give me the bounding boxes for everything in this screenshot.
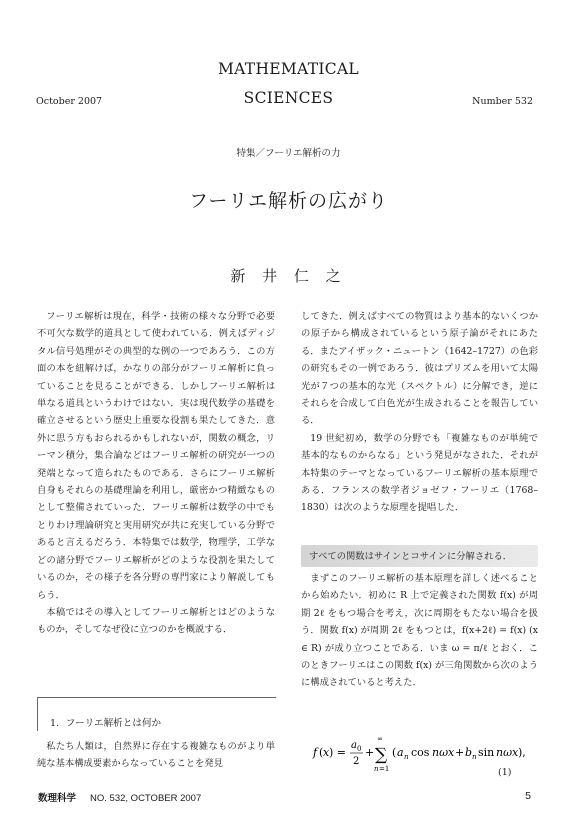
page-number: 5: [525, 790, 531, 802]
svg-text:=1: =1: [379, 765, 390, 772]
left-paragraph-1: フーリエ解析は現在，科学・技術の様々な分野で必要不可欠な数学的道具として使われている．例えばディジタル信号処理がその典型的な例の一つであろう．この方面の本を紐解けば，かなりの部分がフーリエ解析に負っていることを見ることができる．しかしフーリエ解析は単なる道具というわけではない．実は現代数学の基礎を確立させるという歴史上重要な役割も果たしてきた．意外に思う方もおられるかもしれないが，関数の概念，リーマン積分，集合論などはフーリエ解析の研究が一つの発端となって造られたものである．さらにフーリエ解析自身もそれらの基礎理論を利用し，厳密かつ精緻なものとして整備されていった．フーリエ解析は数学の中でもとりわけ理論研究と実用研究が共に充実している分野であると言えるだろう．本特集では数学，物理学，工学などの諸分野でフーリエ解析がどのような役割を果たしているのか，その様子を各分野の専門家により解説してもらう．: [37, 311, 275, 601]
svg-text:x: x: [323, 746, 330, 759]
footer-issue: NO. 532, OCTOBER 2007: [90, 793, 202, 804]
svg-text:+: +: [365, 746, 375, 759]
svg-text:(: (: [319, 746, 324, 759]
left-paragraph-2: 本稿ではその導入としてフーリエ解析とはどのようなものか，そしてなぜ役に立つのかを概説する．: [37, 606, 275, 636]
masthead-title-line1: MATHEMATICAL: [217, 60, 359, 78]
issue-number: Number 532: [472, 96, 533, 107]
svg-text:∑: ∑: [375, 745, 388, 765]
svg-text:nωx: nωx: [432, 746, 455, 759]
section-heading: 1．フーリエ解析とは何か: [50, 718, 162, 729]
svg-text:b: b: [465, 746, 473, 759]
svg-text:a: a: [351, 740, 357, 751]
svg-text:nωx: nωx: [496, 746, 519, 759]
svg-text:),: ),: [518, 746, 526, 759]
equation-number: (1): [498, 767, 512, 778]
svg-text:cos: cos: [411, 746, 430, 759]
svg-text:(: (: [392, 746, 397, 759]
section-heading-box: [37, 697, 276, 731]
right-column-lower: [301, 570, 538, 692]
article-author: 新 井 仁 之: [230, 267, 347, 285]
right-column: [301, 308, 538, 517]
svg-text:∞: ∞: [377, 735, 383, 743]
right-paragraph-3: まずこのフーリエ解析の基本原理を詳しく述べることから始めたい．初めに R 上で定義された関数 f(x) が周期 2ℓ をもつ場合を考え，次に周期をもたない場合を扱う．関数 f(x) が周期 2ℓ をもつとは，f(x+2ℓ) = f(x) (x ∈ R) が成り立つことである．いま ω = π/ℓ とおく．このときフーリエはこの関数 f(x) が三角関数から次のように構成されていると考えた．: [301, 573, 538, 689]
principle-highlight-text: すべての関数はサインとコサインに分解される．: [309, 551, 513, 562]
principle-highlight-box: [301, 545, 538, 567]
masthead-title-line2: SCIENCES: [243, 89, 334, 107]
footer-journal: [38, 790, 201, 804]
article-title: フーリエ解析の広がり: [188, 190, 389, 212]
issue-date: October 2007: [36, 96, 103, 107]
svg-text:+: +: [455, 746, 465, 759]
svg-text:n: n: [404, 753, 409, 761]
svg-text:) =: ) =: [329, 746, 347, 759]
right-paragraph-1: してきた．例えばすべての物質はより基本的ないくつかの原子から構成されているという原子論がそれにあたる．またアイザック・ニュートン（1642–1727）の色彩の研究もその一例であろう．彼はプリズムを用いて太陽光が７つの基本的な光（スペクトル）に分解でき，逆にそれらを合成して白色光が生成されることを報告している．: [301, 311, 538, 427]
left-column-lower: [37, 738, 275, 773]
svg-text:sin: sin: [478, 746, 495, 759]
footer-journal-name: 数理科学: [38, 793, 77, 804]
left-paragraph-3: 私たち人類は，自然界に存在する複雑なものがより単純な基本構成要素からなっていることを発見: [37, 741, 275, 770]
svg-text:2: 2: [353, 756, 360, 767]
left-column: [37, 308, 275, 639]
feature-label: 特集／フーリエ解析の力: [236, 148, 341, 159]
svg-text:n: n: [472, 753, 477, 761]
svg-text:n: n: [374, 765, 379, 772]
right-paragraph-2: 19 世紀初め，数学の分野でも「複雑なものが単純で基本的なものからなる」という発見がなされた．それが本特集のテーマとなっているフーリエ解析の基本原理である．フランスの数学者ジョゼフ・フーリエ（1768–1830）は次のような原理を提唱した．: [301, 432, 538, 514]
svg-text:a: a: [397, 746, 404, 759]
fourier-series-formula: [301, 732, 538, 772]
svg-text:f: f: [313, 746, 318, 759]
svg-text:0: 0: [357, 745, 362, 753]
